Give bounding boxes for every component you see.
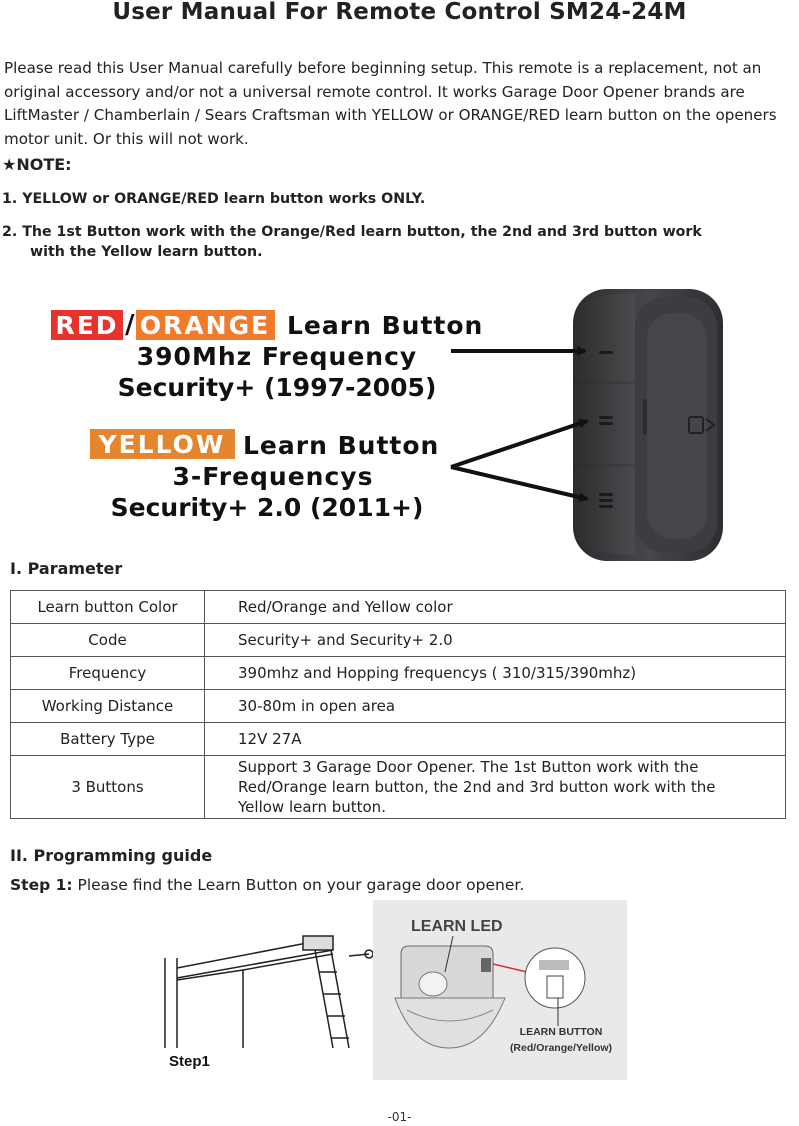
note-item-2-line-1: 2. The 1st Button work with the Orange/Red learn button, the 2nd and 3rd button work — [2, 224, 702, 240]
step-1-text — [10, 876, 524, 894]
note-item-1: 1. YELLOW or ORANGE/RED learn button works ONLY. — [2, 191, 426, 207]
parameter-label: Frequency — [11, 657, 205, 690]
parameter-value: Security+ and Security+ 2.0 — [205, 624, 786, 657]
parameter-heading: I. Parameter — [10, 559, 123, 578]
figure-step-label: Step1 — [169, 1053, 210, 1070]
parameter-row — [11, 624, 786, 657]
parameter-row — [11, 690, 786, 723]
garage-illustration — [165, 936, 373, 1048]
parameter-label: Learn button Color — [11, 591, 205, 624]
frequency-label-2: 3-Frequencys — [172, 462, 374, 491]
parameter-label: 3 Buttons — [11, 756, 205, 819]
orange-label: ORANGE — [139, 311, 271, 340]
page-number: -01- — [387, 1110, 412, 1124]
learn-button-figure-label: LEARN BUTTON — [519, 1026, 603, 1038]
step-1-label: Step 1: — [10, 876, 73, 894]
parameter-row — [11, 723, 786, 756]
parameter-row — [11, 756, 786, 819]
parameter-label: Code — [11, 624, 205, 657]
parameter-label: Battery Type — [11, 723, 205, 756]
parameter-value: 30-80m in open area — [205, 690, 786, 723]
programming-heading: II. Programming guide — [10, 846, 213, 865]
yellow-label: YELLOW — [98, 430, 226, 459]
security-label-1: Security+ (1997-2005) — [117, 373, 437, 402]
page-title: User Manual For Remote Control SM24-24M — [112, 0, 687, 25]
red-label: RED — [55, 311, 119, 340]
arrow-to-button-2 — [451, 421, 587, 467]
remote-illustration — [45, 253, 725, 563]
learn-led-label: LEARN LED — [411, 918, 503, 935]
learn-button-label-1: Learn Button — [287, 311, 484, 340]
security-label-2: Security+ 2.0 (2011+) — [110, 493, 424, 522]
step-1-figure — [163, 898, 627, 1080]
parameter-row — [11, 591, 786, 624]
remote-button-1 — [575, 293, 635, 381]
note-item-2-line-2: with the Yellow learn button. — [30, 244, 263, 260]
frequency-label-1: 390Mhz Frequency — [136, 342, 418, 371]
arrow-to-button-3 — [451, 467, 587, 499]
step-1-instruction: Please find the Learn Button on your garage door opener. — [72, 876, 525, 894]
parameter-label: Working Distance — [11, 690, 205, 723]
learn-button-colors-label: (Red/Orange/Yellow) — [509, 1042, 613, 1054]
parameter-table — [10, 590, 786, 819]
note-heading: ★NOTE: — [2, 155, 72, 174]
parameter-row — [11, 657, 786, 690]
parameter-value: Support 3 Garage Door Opener. The 1st Button work with the Red/Orange learn button, the 2nd and 3rd button work with the Yellow learn button. — [205, 756, 786, 819]
intro-paragraph: Please read this User Manual carefully before beginning setup. This remote is a replacement, not an original accessory and/or not a universal remote control. It works Garage Door Opener brands are LiftMaster / Chamberlain / Sears Craftsman with YELLOW or ORANGE/RED learn button on the openers motor unit. Or this will not work. — [4, 59, 777, 148]
parameter-value: 390mhz and Hopping frequencys ( 310/315/390mhz) — [205, 657, 786, 690]
remote-button-3 — [575, 467, 635, 555]
learn-button-label-2: Learn Button — [243, 431, 440, 460]
slash-label: / — [125, 310, 135, 340]
parameter-value: Red/Orange and Yellow color — [205, 591, 786, 624]
parameter-value: 12V 27A — [205, 723, 786, 756]
